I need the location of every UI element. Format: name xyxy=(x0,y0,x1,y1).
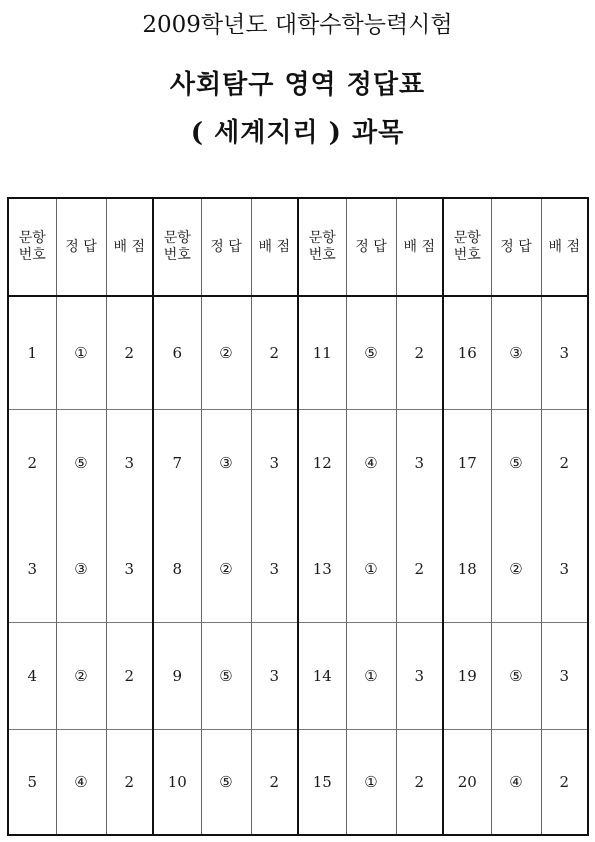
question-number: 3 xyxy=(8,515,56,623)
question-number: 10 xyxy=(153,730,201,836)
answer-cell: ③ xyxy=(56,515,106,623)
header-question-number: 문항 번호 xyxy=(8,198,56,296)
header-question-number: 문항 번호 xyxy=(298,198,346,296)
points-cell: 2 xyxy=(251,730,298,836)
points-cell: 2 xyxy=(396,296,443,410)
header-question-number: 문항 번호 xyxy=(443,198,491,296)
answer-cell: ④ xyxy=(56,730,106,836)
question-number: 1 xyxy=(8,296,56,410)
header-points: 배 점 xyxy=(396,198,443,296)
header-points: 배 점 xyxy=(106,198,153,296)
header-answer: 정 답 xyxy=(491,198,541,296)
header-answer: 정 답 xyxy=(56,198,106,296)
points-cell: 2 xyxy=(396,730,443,836)
table-row xyxy=(8,623,588,730)
answer-cell: ⑤ xyxy=(201,730,251,836)
answer-cell: ③ xyxy=(201,410,251,516)
question-number: 18 xyxy=(443,515,491,623)
question-number: 15 xyxy=(298,730,346,836)
points-cell: 2 xyxy=(251,296,298,410)
points-cell: 3 xyxy=(541,515,588,623)
answer-cell: ② xyxy=(201,296,251,410)
answer-cell: ③ xyxy=(491,296,541,410)
points-cell: 2 xyxy=(106,623,153,730)
points-cell: 3 xyxy=(251,515,298,623)
points-cell: 3 xyxy=(251,623,298,730)
points-cell: 2 xyxy=(396,515,443,623)
points-cell: 3 xyxy=(396,410,443,516)
table-header-row xyxy=(8,198,588,296)
answer-cell: ① xyxy=(346,515,396,623)
points-cell: 3 xyxy=(541,623,588,730)
header-answer: 정 답 xyxy=(346,198,396,296)
points-cell: 2 xyxy=(106,730,153,836)
answer-cell: ④ xyxy=(491,730,541,836)
answer-sheet-title: 사회탐구 영역 정답표 xyxy=(169,70,426,100)
points-cell: 2 xyxy=(541,410,588,516)
question-number: 2 xyxy=(8,410,56,516)
answer-cell: ⑤ xyxy=(491,623,541,730)
answer-cell: ② xyxy=(56,623,106,730)
answer-cell: ⑤ xyxy=(346,296,396,410)
points-cell: 3 xyxy=(251,410,298,516)
answer-table xyxy=(7,197,589,836)
question-number: 12 xyxy=(298,410,346,516)
question-number: 17 xyxy=(443,410,491,516)
answer-cell: ④ xyxy=(346,410,396,516)
points-cell: 3 xyxy=(106,410,153,516)
table-row xyxy=(8,730,588,836)
answer-cell: ⑤ xyxy=(201,623,251,730)
header-question-number: 문항 번호 xyxy=(153,198,201,296)
question-number: 6 xyxy=(153,296,201,410)
exam-title: 2009학년도 대학수학능력시험 xyxy=(142,12,453,38)
points-cell: 3 xyxy=(541,296,588,410)
question-number: 20 xyxy=(443,730,491,836)
answer-cell: ① xyxy=(346,730,396,836)
question-number: 8 xyxy=(153,515,201,623)
points-cell: 3 xyxy=(396,623,443,730)
answer-cell: ① xyxy=(56,296,106,410)
question-number: 9 xyxy=(153,623,201,730)
answer-cell: ⑤ xyxy=(56,410,106,516)
answer-cell: ② xyxy=(491,515,541,623)
question-number: 7 xyxy=(153,410,201,516)
points-cell: 2 xyxy=(541,730,588,836)
question-number: 19 xyxy=(443,623,491,730)
question-number: 13 xyxy=(298,515,346,623)
header-points: 배 점 xyxy=(251,198,298,296)
answer-cell: ⑤ xyxy=(491,410,541,516)
points-cell: 2 xyxy=(106,296,153,410)
question-number: 14 xyxy=(298,623,346,730)
points-cell: 3 xyxy=(106,515,153,623)
table-row xyxy=(8,515,588,623)
question-number: 4 xyxy=(8,623,56,730)
table-row xyxy=(8,410,588,516)
question-number: 16 xyxy=(443,296,491,410)
answer-cell: ① xyxy=(346,623,396,730)
question-number: 11 xyxy=(298,296,346,410)
answer-cell: ② xyxy=(201,515,251,623)
header-answer: 정 답 xyxy=(201,198,251,296)
header-points: 배 점 xyxy=(541,198,588,296)
question-number: 5 xyxy=(8,730,56,836)
table-row xyxy=(8,296,588,410)
subject-title: ( 세계지리 ) 과목 xyxy=(190,118,405,148)
